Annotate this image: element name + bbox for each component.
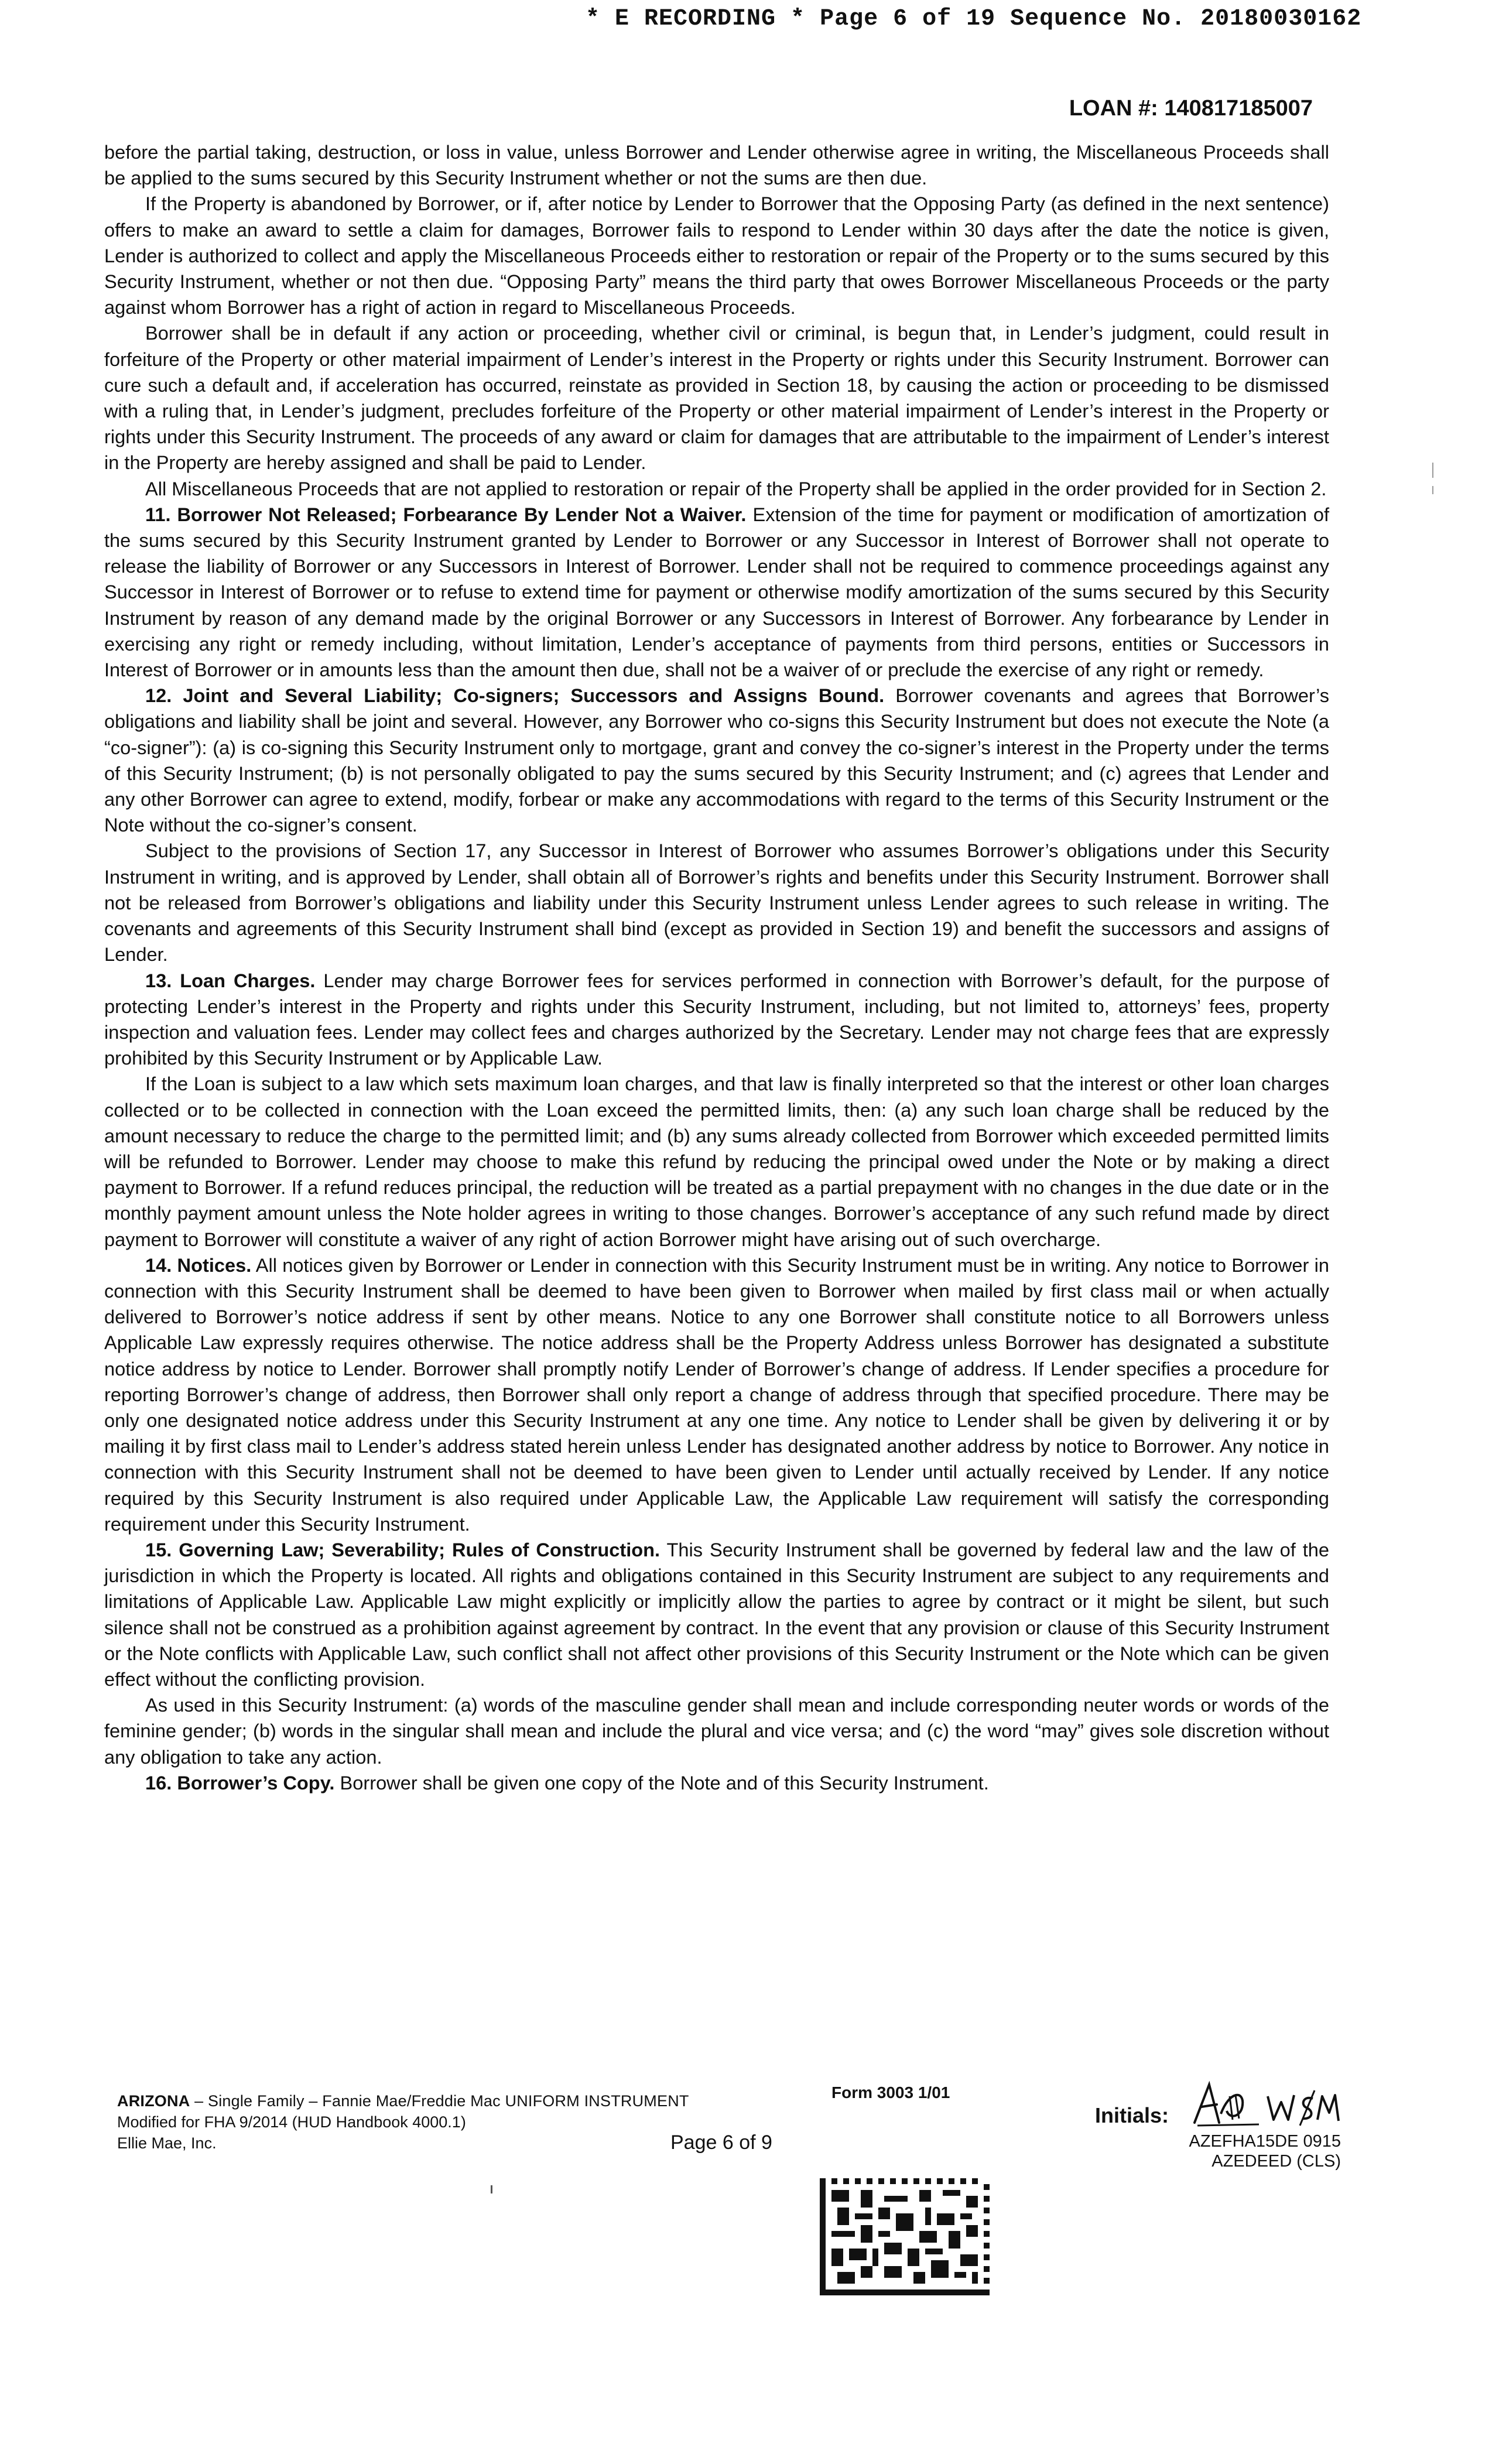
form-title-rest: – Single Family – Fannie Mae/Freddie Mac UNIFORM INSTRUMENT — [190, 2092, 689, 2110]
paragraph: before the partial taking, destruction, or loss in value, unless Borrower and Lender otherwise agree in writing, the Miscellaneous Proceeds shall be applied to the sums secured by this Security Instrument whether or not the sums are then due. — [104, 141, 1329, 189]
document-body — [104, 139, 1329, 1796]
section-11-text: Extension of the time for payment or modification of amortization of the sums secured by this Security Instrument granted by Lender to Borrower or any Successor in Interest of Borrower shall not operate to release the liability of Borrower or any Successors in Interest of Borrower. Lender shall not be required to commence proceedings against any Successor in Interest of Borrower or to refuse to extend time for payment or otherwise modify amortization of the sums secured by this Security Instrument by reason of any demand made by the original Borrower or any Successors in Interest of Borrower. Any forbearance by Lender in exercising any right or remedy including, without limitation, Lender’s acceptance of payments from third persons, entities or Successors in Interest of Borrower or in amounts less than the amount then due, shall not be a waiver of or preclude the exercise of any right or remedy. — [104, 503, 1329, 681]
recording-header: * E RECORDING * Page 6 of 19 Sequence No. 20180030162 — [586, 6, 1362, 32]
form-code: AZEDEED (CLS) — [1211, 2152, 1341, 2171]
section-13-title: 13. Loan Charges. — [145, 969, 316, 991]
paragraph: All Miscellaneous Proceeds that are not applied to restoration or repair of the Property shall be applied in the order provided for in Section 2. — [145, 477, 1327, 499]
section-15 — [104, 1537, 1329, 1692]
paragraph: If the Property is abandoned by Borrower, or if, after notice by Lender to Borrower that the Opposing Party (as defined in the next sentence) offers to make an award to settle a claim for damages, Borrower fails to respond to Lender within 30 days after the date the notice is given, Lender is authorized to collect and apply the Miscellaneous Proceeds either to restoration or repair of the Property or to the sums secured by this Security Instrument, whether or not then due. “Opposing Party” means the third party that owes Borrower Miscellaneous Proceeds or the party against whom Borrower has a right of action in regard to Miscellaneous Proceeds. — [104, 193, 1329, 319]
section-14-title: 14. Notices. — [145, 1254, 252, 1276]
section-12-title: 12. Joint and Several Liability; Co-signers; Successors and Assigns Bound. — [145, 685, 885, 707]
form-number: Form 3003 1/01 — [831, 2083, 950, 2102]
section-15-title: 15. Governing Law; Severability; Rules of Construction. — [145, 1538, 660, 1560]
paragraph: Borrower shall be in default if any action or proceeding, whether civil or criminal, is begun that, in Lender’s judgment, could result in forfeiture of the Property or other material impairment of Lender’s interest in the Property or rights under this Security Instrument. Borrower can cure such a default and, if acceleration has occurred, reinstate as provided in Section 18, by causing the action or proceeding to be dismissed with a ruling that, in Lender’s judgment, precludes forfeiture of the Property or other material impairment of Lender’s interest in the Property or rights under this Security Instrument. The proceeds of any award or claim for damages that are attributable to the impairment of Lender’s interest in the Property are hereby assigned and shall be paid to Lender. — [104, 322, 1329, 474]
section-16-title: 16. Borrower’s Copy. — [145, 1771, 335, 1794]
form-code: AZEFHA15DE 0915 — [1189, 2132, 1341, 2151]
form-modified-line: Modified for FHA 9/2014 (HUD Handbook 4000.1) — [117, 2113, 466, 2131]
section-14 — [104, 1252, 1329, 1537]
section-14-text: All notices given by Borrower or Lender in connection with this Security Instrument must be in writing. Any notice to Borrower in connection with this Security Instrument shall be deemed to have been given to Borrower when mailed by first class mail or when actually delivered to Borrower’s notice address if sent by other means. Notice to any one Borrower shall constitute notice to all Borrowers unless Applicable Law expressly requires otherwise. The notice address shall be the Property Address unless Borrower has designated a substitute notice address by notice to Lender. Borrower shall promptly notify Lender of Borrower’s change of address. If Lender specifies a procedure for reporting Borrower’s change of address, then Borrower shall only report a change of address through that specified procedure. There may be only one designated notice address under this Security Instrument at any one time. Any notice to Lender shall be given by delivering it or by mailing it by first class mail to Lender’s address stated herein unless Lender has designated another address by notice to Borrower. Any notice in connection with this Security Instrument shall not be deemed to have been given to Lender until actually received by Lender. If any notice required by this Security Instrument is also required under Applicable Law, the Applicable Law requirement will satisfy the corresponding requirement under this Security Instrument. — [104, 1254, 1329, 1535]
barcode-icon — [820, 2178, 990, 2295]
state-name: ARIZONA — [117, 2092, 190, 2110]
section-15-text: This Security Instrument shall be governed by federal law and the law of the jurisdiction in which the Property is located. All rights and obligations contained in this Security Instrument are subject to any requirements and limitations of Applicable Law. Applicable Law might explicitly or implicitly allow the parties to agree by contract or it might be silent, but such silence shall not be construed as a prohibition against agreement by contract. In the event that any provision or clause of this Security Instrument or the Note conflicts with Applicable Law, such conflict shall not affect other provisions of this Security Instrument or the Note which can be given effect without the conflicting provision. — [104, 1538, 1330, 1690]
section-13-text: Lender may charge Borrower fees for services performed in connection with Borrower’s default, for the purpose of protecting Lender’s interest in the Property and rights under this Security Instrument, including, but not limited to, attorneys’ fees, property inspection and valuation fees. Lender may collect fees and charges authorized by the Secretary. Lender may not charge fees that are expressly prohibited by this Security Instrument or by Applicable Law. — [104, 969, 1329, 1069]
section-11-title: 11. Borrower Not Released; Forbearance By Lender Not a Waiver. — [145, 503, 747, 525]
initials-label: Initials: — [1095, 2103, 1169, 2127]
paragraph: As used in this Security Instrument: (a) words of the masculine gender shall mean and include corresponding neuter words or words of the feminine gender; (b) words in the singular shall mean and include the plural and vice versa; and (c) the word “may” gives sole discretion without any obligation to take any action. — [104, 1694, 1329, 1768]
section-16-text: Borrower shall be given one copy of the Note and of this Security Instrument. — [334, 1771, 989, 1794]
footer — [117, 2073, 1347, 2401]
section-16 — [104, 1770, 1329, 1796]
form-description — [117, 2090, 689, 2154]
paragraph: If the Loan is subject to a law which sets maximum loan charges, and that law is finally interpreted so that the interest or other loan charges collected or to be collected in connection with the Loan exceed the permitted limits, then: (a) any such loan charge shall be reduced by the amount necessary to reduce the charge to the permitted limit; and (b) any sums already collected from Borrower which exceeded permitted limits will be refunded to Borrower. Lender may choose to make this refund by reducing the principal owed under the Note or by making a direct payment to Borrower. If a refund reduces principal, the reduction will be treated as a partial prepayment with no changes in the due date or in the monthly payment amount unless the Note holder agrees in writing to those changes. Borrower’s acceptance of any such refund made by direct payment to Borrower will constitute a waiver of any right of action Borrower might have arising out of such overcharge. — [104, 1073, 1329, 1250]
section-13 — [104, 968, 1329, 1072]
section-11 — [104, 502, 1329, 683]
handwritten-initials — [1189, 2079, 1341, 2131]
section-12-text: Borrower covenants and agrees that Borrower’s obligations and liability shall be joint and several. However, any Borrower who co-signs this Security Instrument but does not execute the Note (a “co-signer”): (a) is co-signing this Security Instrument only to mortgage, grant and convey the co-signer’s interest in the Property under the terms of this Security Instrument; (b) is not personally obligated to pay the sums secured by this Security Instrument; and (c) agrees that Lender and any other Borrower can agree to extend, modify, forbear or make any accommodations with regard to the terms of this Security Instrument or the Note without the co-signer’s consent. — [104, 685, 1330, 836]
initials-block — [1095, 2090, 1341, 2131]
page-number: Page 6 of 9 — [670, 2131, 772, 2154]
loan-number: LOAN #: 140817185007 — [1069, 96, 1313, 121]
margin-mark — [1432, 486, 1433, 494]
form-title — [117, 2090, 689, 2111]
margin-mark — [1432, 463, 1433, 478]
paragraph: Subject to the provisions of Section 17, any Successor in Interest of Borrower who assumes Borrower’s obligations under this Security Instrument in writing, and is approved by Lender, shall obtain all of Borrower’s rights and benefits under this Security Instrument. Borrower shall not be released from Borrower’s obligations and liability under this Security Instrument unless Lender agrees to such release in writing. The covenants and agreements of this Security Instrument shall bind (except as provided in Section 19) and benefit the successors and assigns of Lender. — [104, 840, 1329, 966]
form-publisher: Ellie Mae, Inc. — [117, 2134, 217, 2152]
section-12 — [104, 683, 1329, 838]
stray-mark — [491, 2185, 492, 2193]
form-codes — [1142, 2131, 1341, 2171]
